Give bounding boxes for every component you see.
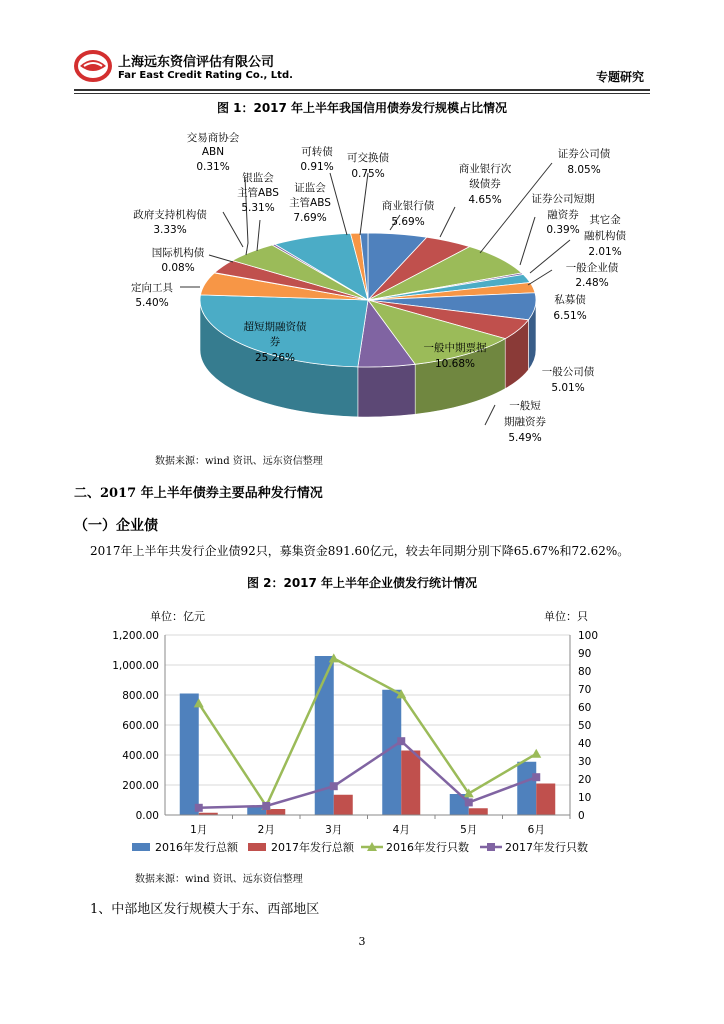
company-name-en: Far East Credit Rating Co., Ltd. xyxy=(118,70,293,81)
right-tick-label: 0 xyxy=(578,810,585,822)
bar-2016-1 xyxy=(180,694,199,816)
label-mtn-1: 一般中期票据 xyxy=(423,342,487,354)
right-tick-label: 100 xyxy=(578,630,599,642)
leader-bsub xyxy=(440,207,455,237)
figure2-caption: 图 2：2017 年上半年企业债发行统计情况 xyxy=(246,576,478,590)
label-gov-1: 政府支持机构债 xyxy=(133,209,207,221)
bar-2016-6 xyxy=(517,762,536,815)
label-intl-1: 国际机构债 xyxy=(151,247,205,259)
figure1-caption: 图 1：2017 年上半年我国信用债券发行规模占比情况 xyxy=(216,101,508,115)
left-tick-label: 800.00 xyxy=(122,690,159,702)
label-bsub-1: 商业银行次 xyxy=(458,163,512,175)
label-intl-value: 0.08% xyxy=(161,262,195,274)
unit-left-label: 单位：亿元 xyxy=(150,610,205,623)
marker-2017-count-6 xyxy=(532,773,540,781)
company-logo xyxy=(74,50,112,82)
marker-2017-count-5 xyxy=(465,798,473,806)
right-tick-label: 50 xyxy=(578,720,592,732)
marker-2017-count-3 xyxy=(330,782,338,790)
left-tick-label: 1,200.00 xyxy=(112,630,159,642)
label-gov-value: 3.33% xyxy=(153,224,187,236)
leader-cbrc xyxy=(257,220,260,251)
figure2-source: 数据来源：wind 资讯、远东资信整理 xyxy=(135,874,303,885)
label-bsub-2: 级债券 xyxy=(469,178,501,190)
item1-heading: 1、中部地区发行规模大于东、西部地区 xyxy=(90,902,320,917)
label-pp-1: 定向工具 xyxy=(131,282,173,294)
label-conv-value: 0.91% xyxy=(300,161,334,173)
x-tick-label: 3月 xyxy=(325,824,343,836)
leader-gov xyxy=(223,212,243,247)
label-csrc-value: 7.69% xyxy=(293,212,327,224)
label-ofi-2: 融机构债 xyxy=(584,230,626,242)
right-tick-label: 10 xyxy=(578,792,592,804)
leader-sec xyxy=(480,163,552,253)
page-number: 3 xyxy=(358,935,366,948)
left-tick-label: 600.00 xyxy=(122,720,159,732)
section2-subheading: （一）企业债 xyxy=(74,518,158,534)
label-exch-abn-value: 0.31% xyxy=(196,161,230,173)
label-exchg-value: 0.75% xyxy=(351,168,385,180)
leader-exchg xyxy=(360,173,368,235)
right-tick-label: 40 xyxy=(578,738,592,750)
left-tick-label: 1,000.00 xyxy=(112,660,159,672)
legend-label: 2017年发行总额 xyxy=(271,841,354,854)
figure2-combo-chart xyxy=(110,605,610,860)
left-tick-label: 200.00 xyxy=(122,780,159,792)
label-cbrc-2: 主管ABS xyxy=(237,187,279,199)
left-tick-label: 400.00 xyxy=(122,750,159,762)
line-2016-count xyxy=(199,658,537,806)
x-tick-label: 2月 xyxy=(257,824,275,836)
legend-label: 2016年发行只数 xyxy=(386,841,469,854)
label-cp-1: 一般短 xyxy=(509,400,541,412)
marker-2016-count-6 xyxy=(531,749,541,758)
label-sec-1: 证券公司债 xyxy=(557,148,611,160)
marker-2017-count-1 xyxy=(195,804,203,812)
label-exch-abn-1: 交易商协会 xyxy=(186,132,240,144)
figure1-pie-chart xyxy=(100,125,640,445)
label-scp-value: 25.26% xyxy=(254,352,296,364)
label-priv-value: 6.51% xyxy=(553,310,587,322)
label-secst-1: 证券公司短期 xyxy=(531,193,595,205)
label-priv-1: 私募债 xyxy=(554,294,586,306)
label-ent-1: 一般企业债 xyxy=(565,262,619,274)
leader-intl xyxy=(209,255,233,262)
label-corp-value: 5.01% xyxy=(551,382,585,394)
label-scp-2: 券 xyxy=(269,336,281,348)
legend-label: 2016年发行总额 xyxy=(155,841,238,854)
label-ent-value: 2.48% xyxy=(575,277,609,289)
x-tick-label: 5月 xyxy=(460,824,478,836)
legend-swatch xyxy=(248,843,266,851)
label-ofi-1: 其它金 xyxy=(589,214,621,226)
right-tick-label: 70 xyxy=(578,684,592,696)
label-bsub-value: 4.65% xyxy=(468,194,502,206)
label-exch-abn-2: ABN xyxy=(201,146,225,158)
right-tick-label: 30 xyxy=(578,756,592,768)
marker-2017-count-4 xyxy=(397,737,405,745)
x-tick-label: 4月 xyxy=(392,824,410,836)
label-pp-value: 5.40% xyxy=(135,297,169,309)
bar-2017-3 xyxy=(334,795,353,815)
label-conv-1: 可转债 xyxy=(301,146,333,158)
section2-heading: 二、2017 年上半年债券主要品种发行情况 xyxy=(74,486,323,501)
x-tick-label: 1月 xyxy=(190,824,208,836)
x-tick-label: 6月 xyxy=(527,824,545,836)
label-csrc-2: 主管ABS xyxy=(289,197,331,209)
company-name-cn: 上海远东资信评估有限公司 xyxy=(118,55,275,70)
label-cbrc-1: 银监会 xyxy=(242,172,274,184)
leader-conv xyxy=(330,173,347,235)
unit-right-label: 单位：只 xyxy=(544,610,588,623)
line-2017-count xyxy=(199,741,537,808)
pie-side-9 xyxy=(358,364,415,417)
leader-ofi xyxy=(530,240,570,273)
header-divider-thin xyxy=(74,93,650,94)
right-tick-label: 60 xyxy=(578,702,592,714)
header-divider xyxy=(74,89,650,91)
label-secst-2: 融资券 xyxy=(547,209,579,221)
left-tick-label: 0.00 xyxy=(135,810,159,822)
right-tick-label: 90 xyxy=(578,648,592,660)
leader-secst xyxy=(520,217,535,265)
marker-2017-count-2 xyxy=(262,802,270,810)
label-ofi-value: 2.01% xyxy=(588,246,622,258)
right-tick-label: 80 xyxy=(578,666,592,678)
legend-label: 2017年发行只数 xyxy=(505,841,588,854)
label-corp-1: 一般公司债 xyxy=(541,366,595,378)
legend-marker xyxy=(487,843,495,851)
label-cp-value: 5.49% xyxy=(508,432,542,444)
legend-swatch xyxy=(132,843,150,851)
label-mtn-value: 10.68% xyxy=(434,358,476,370)
bar-2017-4 xyxy=(401,751,420,816)
label-cp-2: 期融资券 xyxy=(504,416,546,428)
label-sec-value: 8.05% xyxy=(567,164,601,176)
bar-2017-6 xyxy=(536,784,555,816)
bar-2017-5 xyxy=(469,808,488,815)
label-bank-value: 5.69% xyxy=(391,216,425,228)
leader-cp xyxy=(485,405,495,425)
label-secst-value: 0.39% xyxy=(546,224,580,236)
label-exchg-1: 可交换债 xyxy=(347,152,389,164)
section-tag: 专题研究 xyxy=(595,70,644,84)
figure1-source: 数据来源：wind 资讯、远东资信整理 xyxy=(155,456,323,467)
section2-paragraph: 2017年上半年共发行企业债92只，募集资金891.60亿元，较去年同期分别下降65.67%和72.62%。 xyxy=(90,544,630,558)
label-bank-1: 商业银行债 xyxy=(381,200,435,212)
label-cbrc-value: 5.31% xyxy=(241,202,275,214)
label-csrc-1: 证监会 xyxy=(294,182,326,194)
label-scp-1: 超短期融资债 xyxy=(243,321,307,333)
right-tick-label: 20 xyxy=(578,774,592,786)
